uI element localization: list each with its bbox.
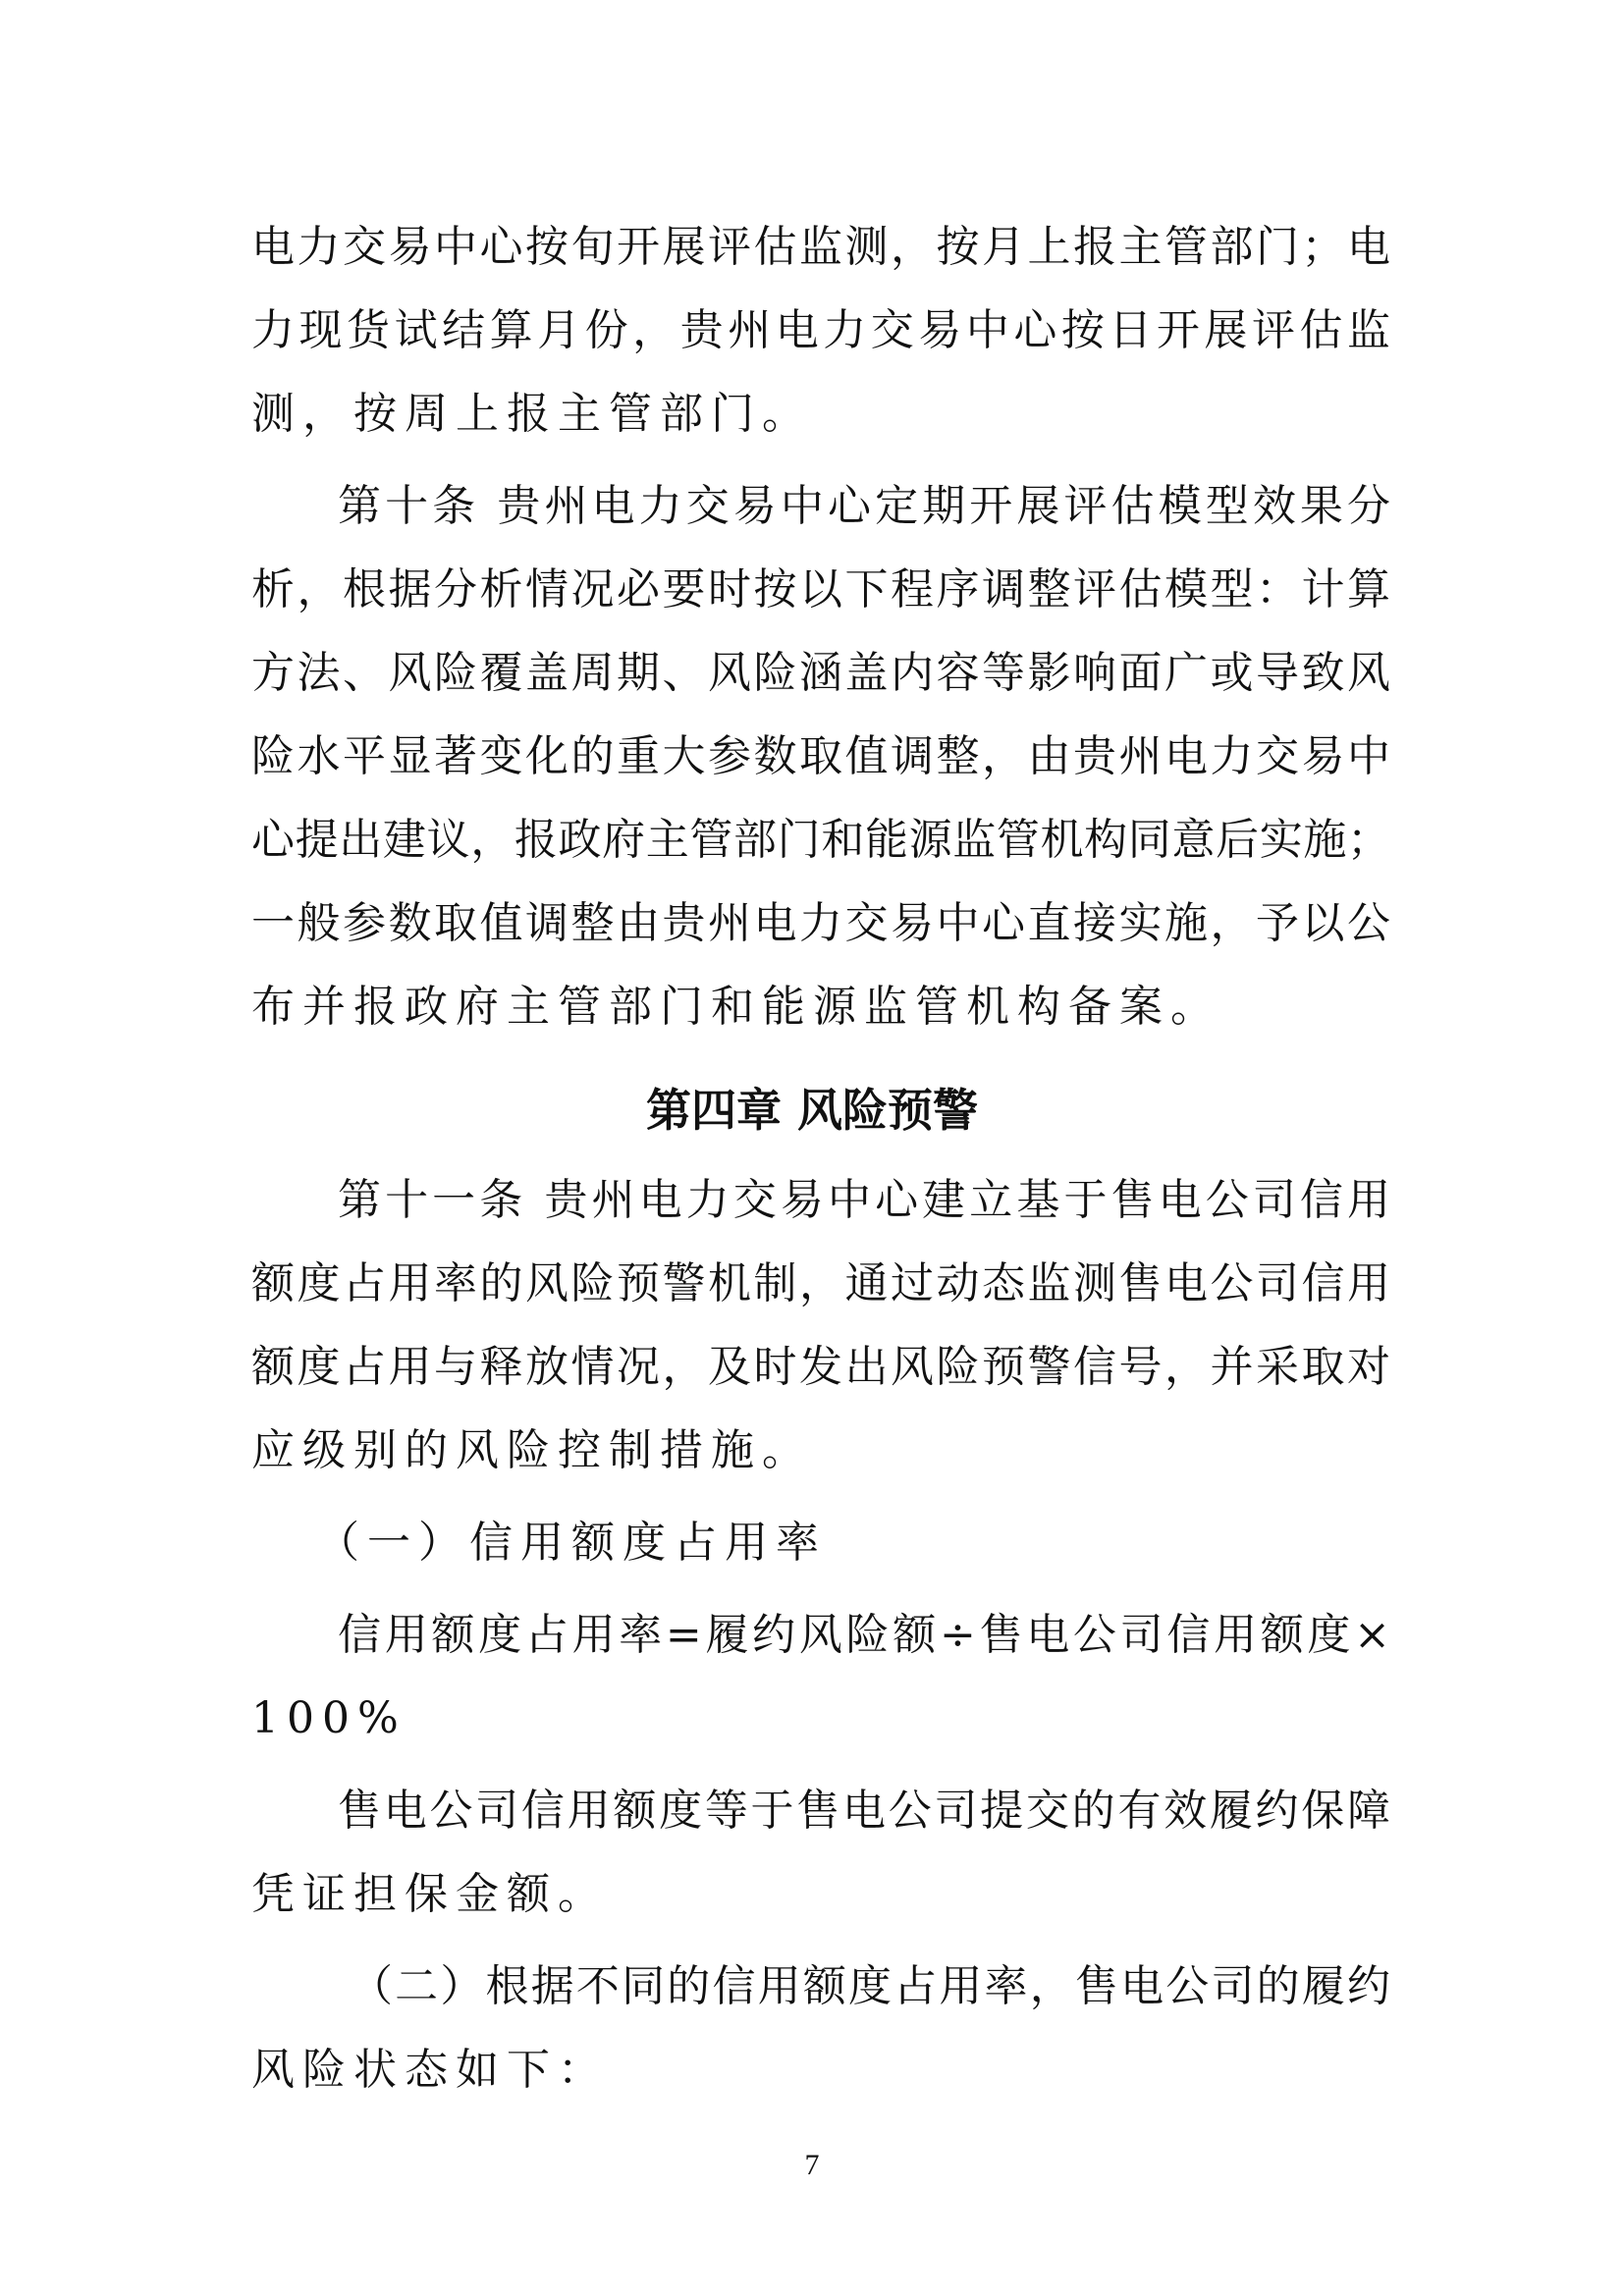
page-number: 7 (804, 2149, 820, 2181)
item-1-heading: （一）信用额度占用率 (316, 1518, 827, 1568)
article-11-line-1: 第十一条 贵州电力交易中心建立基于售电公司信用 (338, 1175, 1390, 1225)
credit-definition-line-1: 售电公司信用额度等于售电公司提交的有效履约保障 (338, 1786, 1390, 1836)
paragraph-1-line-3: 测，按周上报主管部门。 (251, 389, 813, 439)
article-10-line-3: 方法、风险覆盖周期、风险涵盖内容等影响面广或导致风 (251, 648, 1390, 698)
article-11-line-4: 应级别的风险控制措施。 (251, 1425, 813, 1475)
article-10-line-2: 析，根据分析情况必要时按以下程序调整评估模型：计算 (251, 564, 1390, 614)
item-2-line-2: 风险状态如下： (251, 2045, 609, 2095)
formula-line-2: 100% (251, 1693, 406, 1743)
article-10-line-7: 布并报政府主管部门和能源监管机构备案。 (251, 982, 1221, 1032)
paragraph-1-line-1: 电力交易中心按旬开展评估监测，按月上报主管部门；电 (251, 222, 1390, 272)
article-10-line-1: 第十条 贵州电力交易中心定期开展评估模型效果分 (338, 481, 1390, 531)
article-10-line-6: 一般参数取值调整由贵州电力交易中心直接实施，予以公 (251, 898, 1390, 948)
article-11-line-2: 额度占用率的风险预警机制，通过动态监测售电公司信用 (251, 1258, 1390, 1308)
article-10-line-5: 心提出建议，报政府主管部门和能源监管机构同意后实施； (251, 815, 1390, 865)
article-11-line-3: 额度占用与释放情况，及时发出风险预警信号，并采取对 (251, 1342, 1390, 1392)
item-2-line-1: （二）根据不同的信用额度占用率，售电公司的履约 (350, 1961, 1390, 2011)
formula-line-1: 信用额度占用率=履约风险额÷售电公司信用额度× (338, 1610, 1390, 1660)
article-10-line-4: 险水平显著变化的重大参数取值调整，由贵州电力交易中 (251, 731, 1390, 781)
paragraph-1-line-2: 力现货试结算月份，贵州电力交易中心按日开展评估监 (251, 305, 1390, 355)
credit-definition-line-2: 凭证担保金额。 (251, 1869, 609, 1919)
chapter-title: 第四章 风险预警 (645, 1084, 978, 1137)
